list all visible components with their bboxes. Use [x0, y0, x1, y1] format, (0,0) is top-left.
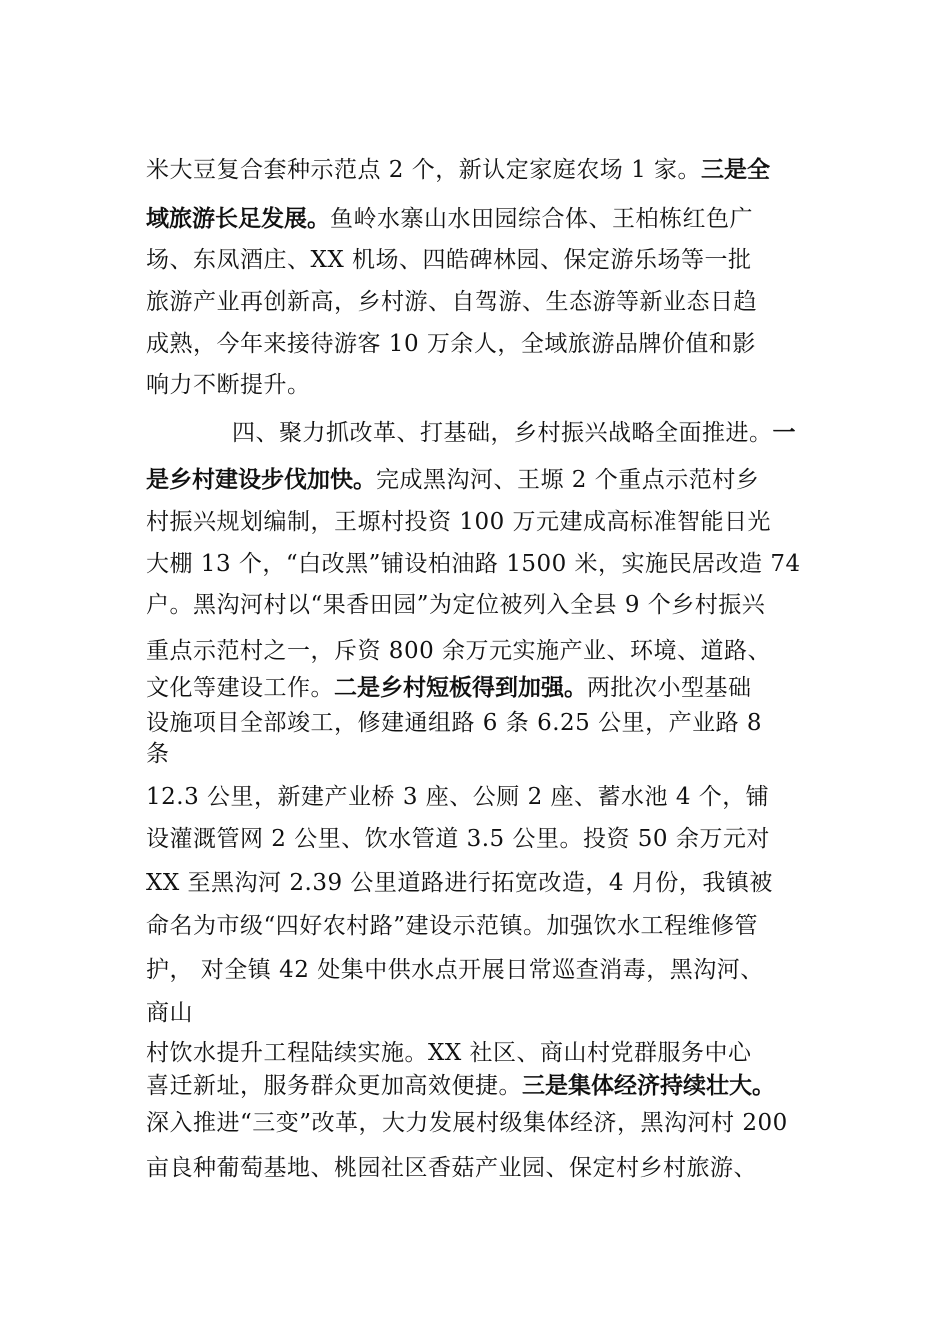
text-line: 户。黑沟河村以“果香田园”为定位被列入全县 9 个乡村振兴 — [146, 592, 766, 618]
text-line: XX 至黑沟河 2.39 公里道路进行拓宽改造，4 月份，我镇被 — [146, 870, 773, 896]
text-line: 商山 — [146, 1000, 193, 1026]
text-line: 喜迁新址，服务群众更加高效便捷。三是集体经济持续壮大。 — [146, 1073, 775, 1099]
text-line: 场、东凤酒庄、XX 机场、四皓碑林园、保定游乐场等一批 — [146, 247, 752, 273]
text-line: 是乡村建设步伐加快。完成黑沟河、王塬 2 个重点示范村乡 — [146, 467, 760, 493]
text-line: 大棚 13 个，“白改黑”铺设柏油路 1500 米，实施民居改造 74 — [146, 551, 801, 577]
text-line: 文化等建设工作。二是乡村短板得到加强。两批次小型基础 — [146, 675, 752, 701]
text-line: 旅游产业再创新高，乡村游、自驾游、生态游等新业态日趋 — [146, 289, 757, 315]
section-heading: 四、聚力抓改革、打基础，乡村振兴战略全面推进。一 — [232, 420, 796, 446]
text-line: 村饮水提升工程陆续实施。XX 社区、商山村党群服务中心 — [146, 1040, 752, 1066]
text-line: 亩良种葡萄基地、桃园社区香菇产业园、保定村乡村旅游、 — [146, 1155, 757, 1181]
text-line: 村振兴规划编制，王塬村投资 100 万元建成高标准智能日光 — [146, 509, 772, 535]
text-line: 设施项目全部竣工，修建通组路 6 条 6.25 公里，产业路 8 — [146, 710, 763, 736]
text-line: 条 — [146, 741, 170, 767]
text-line: 设灌溉管网 2 公里、饮水管道 3.5 公里。投资 50 余万元对 — [146, 826, 770, 852]
text-line: 深入推进“三变”改革，大力发展村级集体经济，黑沟河村 200 — [146, 1110, 788, 1136]
text-line: 护， 对全镇 42 处集中供水点开展日常巡查消毒，黑沟河、 — [146, 957, 764, 983]
text-line: 命名为市级“四好农村路”建设示范镇。加强饮水工程维修管 — [146, 913, 759, 939]
text-line: 米大豆复合套种示范点 2 个，新认定家庭农场 1 家。三是全 — [146, 157, 771, 183]
text-line: 重点示范村之一，斥资 800 余万元实施产业、环境、道路、 — [146, 638, 772, 664]
text-line: 12.3 公里，新建产业桥 3 座、公厕 2 座、蓄水池 4 个，铺 — [146, 784, 770, 810]
text-line: 响力不断提升。 — [146, 372, 311, 398]
text-line: 成熟，今年来接待游客 10 万余人，全域旅游品牌价值和影 — [146, 331, 756, 357]
text-line: 域旅游长足发展。鱼岭水寨山水田园综合体、王柏栋红色广 — [146, 206, 753, 232]
